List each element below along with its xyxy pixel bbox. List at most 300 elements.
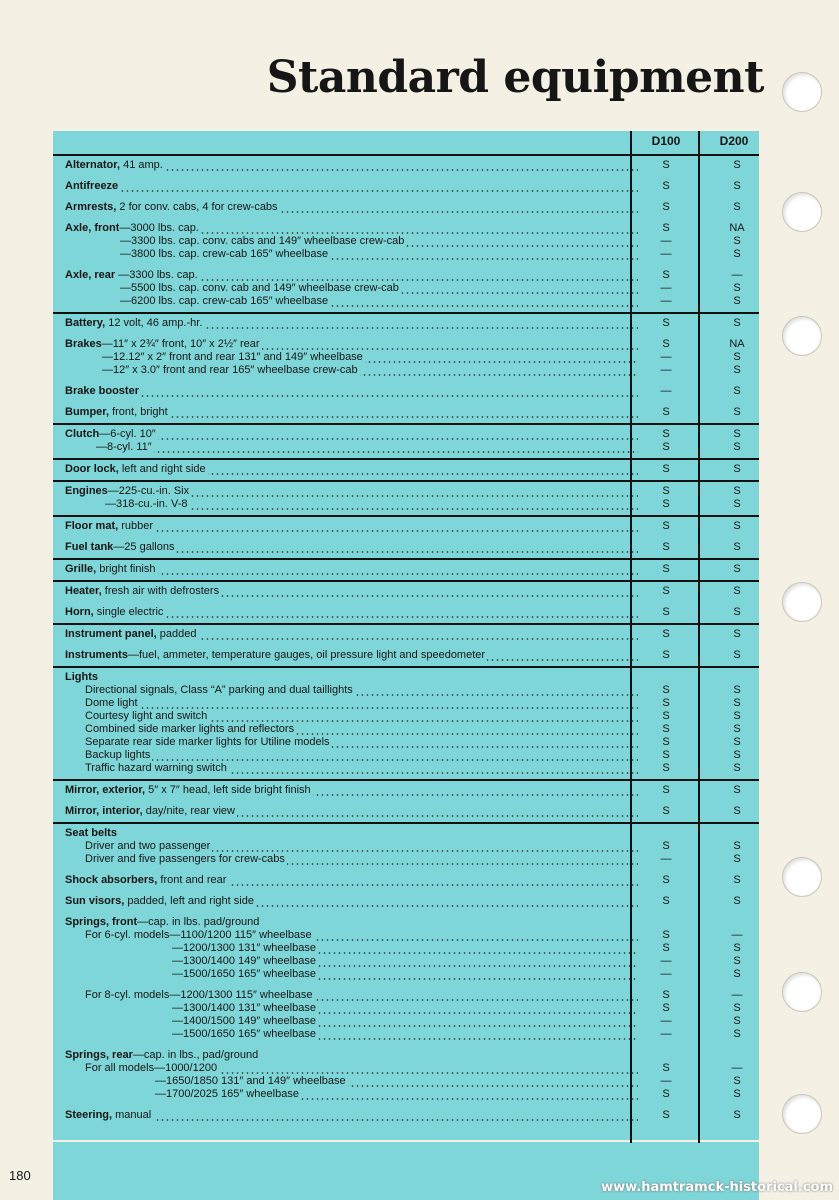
row-label [65, 1049, 638, 1062]
row-label [172, 955, 638, 968]
row-label [65, 159, 638, 172]
row-label [120, 248, 638, 261]
table-row [53, 498, 759, 511]
item-detail: —6-cyl. 10″ [99, 428, 156, 440]
cell-d200: S [733, 385, 741, 397]
cell-d100: S [662, 684, 670, 696]
cell-d100: S [662, 498, 670, 510]
binder-hole [782, 72, 822, 112]
item-detail: padded [156, 628, 197, 640]
cell-d100: — [660, 1015, 672, 1027]
item-detail: For all models—1000/1200 [85, 1062, 218, 1074]
item-name: Battery, [65, 317, 106, 329]
cell-d100: S [662, 428, 670, 440]
row-label [155, 1075, 638, 1088]
item-detail: For 6-cyl. models—1100/1200 115″ wheelbase [85, 929, 312, 941]
item-detail: Backup lights [85, 749, 151, 761]
cell-d200: S [733, 485, 741, 497]
row-label [96, 441, 638, 454]
table-row [53, 364, 759, 377]
row-label [65, 628, 638, 641]
row-label [102, 351, 638, 364]
row-label [85, 684, 638, 697]
item-name: Armrests, [65, 201, 117, 213]
item-detail: Directional signals, Class “A” parking and dual taillights [85, 684, 353, 696]
cell-d100: S [662, 441, 670, 453]
cell-d100: S [662, 989, 670, 1001]
cell-d200: NA [729, 338, 745, 350]
cell-d200: — [731, 269, 743, 281]
table-row [53, 295, 759, 308]
cell-d100: S [662, 749, 670, 761]
row-label [65, 563, 638, 576]
table-row [53, 942, 759, 955]
cell-d200: S [733, 1015, 741, 1027]
cell-d200: S [733, 180, 741, 192]
cell-d200: S [733, 853, 741, 865]
item-detail: —3300 lbs. cap. [115, 269, 198, 281]
item-detail: —fuel, ammeter, temperature gauges, oil pressure light and speedometer [127, 649, 486, 661]
cell-d200: NA [729, 222, 745, 234]
table-row [53, 1002, 759, 1015]
table-row [53, 762, 759, 775]
row-label [172, 1015, 638, 1028]
item-name: Heater, [65, 585, 102, 597]
item-name: Instruments [65, 649, 128, 661]
table-row [53, 1075, 759, 1088]
item-detail: Traffic hazard warning switch [85, 762, 227, 774]
cell-d200: S [733, 406, 741, 418]
item-detail: day/nite, rear view [142, 805, 235, 817]
row-label [65, 874, 638, 887]
cell-d100: S [662, 159, 670, 171]
item-detail: —5500 lbs. cap. conv. cab and 149″ wheelbase crew-cab [120, 282, 399, 294]
row-label [65, 317, 638, 330]
cell-d200: — [731, 989, 743, 1001]
cell-d100: S [662, 585, 670, 597]
item-name: Springs, front [65, 916, 138, 928]
row-label [85, 736, 638, 749]
cell-d100: S [662, 606, 670, 618]
item-detail: —6200 lbs. cap. crew-cab 165″ wheelbase [120, 295, 329, 307]
item-name: Bumper, [65, 406, 110, 418]
item-detail: manual [112, 1109, 152, 1121]
cell-d100: — [660, 853, 672, 865]
cell-d200: S [733, 749, 741, 761]
item-name: Steering, [65, 1109, 113, 1121]
cell-d200: S [733, 498, 741, 510]
row-label [102, 364, 638, 377]
page-title: Standard equipment [266, 52, 764, 103]
cell-d200: S [733, 710, 741, 722]
binder-hole [782, 192, 822, 232]
cell-d200: S [733, 895, 741, 907]
item-name: Mirror, exterior, [65, 784, 146, 796]
table-row [53, 441, 759, 454]
table-row [53, 916, 759, 929]
cell-d200: S [733, 463, 741, 475]
cell-d200: S [733, 606, 741, 618]
row-label [65, 338, 638, 351]
cell-d200: S [733, 317, 741, 329]
table-row [53, 541, 759, 554]
row-label [65, 180, 638, 193]
item-detail: Combined side marker lights and reflectors [85, 723, 295, 735]
item-detail: —8-cyl. 11″ [96, 441, 152, 453]
table-row [53, 671, 759, 684]
cell-d100: S [662, 840, 670, 852]
row-label [85, 710, 638, 723]
cell-d100: S [662, 269, 670, 281]
item-detail: For 8-cyl. models—1200/1300 115″ wheelbase [85, 989, 313, 1001]
cell-d200: S [733, 248, 741, 260]
cell-d100: S [662, 942, 670, 954]
row-label [120, 282, 638, 295]
cell-d100: S [662, 520, 670, 532]
row-label [172, 942, 638, 955]
item-name: Antifreeze [65, 180, 119, 192]
cell-d200: S [733, 697, 741, 709]
item-name: Floor mat, [65, 520, 119, 532]
table-row [53, 697, 759, 710]
cell-d100: — [660, 364, 672, 376]
cell-d100: S [662, 406, 670, 418]
row-label [85, 749, 638, 762]
row-label [85, 723, 638, 736]
equipment-group [53, 580, 759, 623]
item-name: Seat belts [65, 827, 117, 839]
table-row [53, 840, 759, 853]
cell-d100: S [662, 485, 670, 497]
table-row [53, 159, 759, 172]
table-row [53, 520, 759, 533]
item-name: Lights [65, 671, 98, 683]
row-label [120, 295, 638, 308]
cell-d100: S [662, 874, 670, 886]
item-name: Grille, [65, 563, 97, 575]
item-name: Brake booster [65, 385, 139, 397]
equipment-group [53, 154, 759, 312]
binder-hole [782, 972, 822, 1012]
item-name: Engines [65, 485, 108, 497]
cell-d100: S [662, 1002, 670, 1014]
item-detail: padded, left and right side [124, 895, 254, 907]
cell-d100: S [662, 895, 670, 907]
item-detail: —12.12″ x 2″ front and rear 131″ and 149″ wheelbase [102, 351, 363, 363]
row-label [65, 784, 638, 797]
cell-d200: S [733, 364, 741, 376]
binder-hole [782, 582, 822, 622]
table-row [53, 563, 759, 576]
table-row [53, 736, 759, 749]
item-detail: —cap. in lbs. pad/ground [137, 916, 260, 928]
row-label [65, 827, 638, 840]
item-detail: Courtesy light and switch [85, 710, 208, 722]
item-detail: Separate rear side marker lights for Utiline models [85, 736, 330, 748]
table-row [53, 1015, 759, 1028]
cell-d200: S [733, 159, 741, 171]
row-label [85, 840, 638, 853]
page-number: 180 [9, 1168, 31, 1183]
item-detail: —1200/1300 131″ wheelbase [172, 942, 316, 954]
cell-d100: S [662, 317, 670, 329]
cell-d100: S [662, 1088, 670, 1100]
row-label [85, 929, 638, 942]
row-label [120, 235, 638, 248]
cell-d100: S [662, 541, 670, 553]
cell-d100: — [660, 1075, 672, 1087]
equipment-group [53, 822, 759, 1126]
cell-d200: S [733, 1088, 741, 1100]
table-row [53, 222, 759, 235]
table-row [53, 351, 759, 364]
table-row [53, 406, 759, 419]
equipment-rows [53, 154, 759, 1126]
row-label [65, 805, 638, 818]
cell-d200: S [733, 295, 741, 307]
cell-d100: — [660, 385, 672, 397]
row-label [172, 1028, 638, 1041]
cell-d200: S [733, 784, 741, 796]
table-row [53, 1088, 759, 1101]
item-detail: —12″ x 3.0″ front and rear 165″ wheelbase crew-cab [102, 364, 358, 376]
item-detail: 41 amp. [120, 159, 163, 171]
item-detail: —1300/1400 131″ wheelbase [172, 1002, 316, 1014]
table-row [53, 989, 759, 1002]
cell-d200: S [733, 649, 741, 661]
cell-d100: S [662, 736, 670, 748]
cell-d200: — [731, 1062, 743, 1074]
row-label [65, 269, 638, 282]
table-row [53, 1049, 759, 1062]
binder-hole [782, 1094, 822, 1134]
table-row [53, 180, 759, 193]
cell-d100: S [662, 201, 670, 213]
row-label [85, 989, 638, 1002]
item-name: Shock absorbers, [65, 874, 158, 886]
cell-d200: S [733, 942, 741, 954]
item-name: Instrument panel, [65, 628, 157, 640]
table-row [53, 585, 759, 598]
equipment-group [53, 558, 759, 580]
cell-d100: S [662, 180, 670, 192]
row-label [65, 606, 638, 619]
item-detail: —3300 lbs. cap. conv. cabs and 149″ wheelbase crew-cab [120, 235, 405, 247]
table-row [53, 317, 759, 330]
table-row [53, 955, 759, 968]
item-name: Springs, rear [65, 1049, 133, 1061]
cell-d200: S [733, 955, 741, 967]
table-row [53, 1109, 759, 1122]
item-detail: —1300/1400 149″ wheelbase [172, 955, 316, 967]
cell-d200: S [733, 1109, 741, 1121]
binder-hole [782, 857, 822, 897]
cell-d200: S [733, 1028, 741, 1040]
table-row [53, 827, 759, 840]
cell-d200: S [733, 563, 741, 575]
cell-d200: S [733, 968, 741, 980]
item-detail: —3800 lbs. cap. crew-cab 165″ wheelbase [120, 248, 329, 260]
row-label [65, 1109, 638, 1122]
item-detail: —225-cu.-in. Six [107, 485, 190, 497]
row-label [172, 968, 638, 981]
row-label [85, 853, 638, 866]
item-detail: bright finish [96, 563, 156, 575]
row-label [85, 1062, 638, 1075]
table-row [53, 428, 759, 441]
cell-d200: S [733, 840, 741, 852]
cell-d100: S [662, 1062, 670, 1074]
cell-d100: — [660, 351, 672, 363]
table-row [53, 385, 759, 398]
cell-d200: S [733, 1075, 741, 1087]
cell-d200: S [733, 282, 741, 294]
equipment-group [53, 515, 759, 558]
cell-d200: S [733, 441, 741, 453]
item-detail: —3000 lbs. cap. [119, 222, 199, 234]
cell-d200: S [733, 428, 741, 440]
cell-d200: S [733, 201, 741, 213]
row-label [65, 406, 638, 419]
equipment-group [53, 666, 759, 779]
table-row [53, 463, 759, 476]
table-row [53, 201, 759, 214]
cell-d100: S [662, 563, 670, 575]
row-label [65, 222, 638, 235]
column-header-d200: D200 [719, 134, 749, 148]
row-label [65, 463, 638, 476]
cell-d100: S [662, 723, 670, 735]
item-detail: 5″ x 7″ head, left side bright finish [145, 784, 311, 796]
row-label [65, 671, 638, 684]
equipment-group [53, 312, 759, 423]
item-detail: single electric [93, 606, 164, 618]
item-name: Brakes [65, 338, 102, 350]
cell-d200: — [731, 929, 743, 941]
row-label [65, 520, 638, 533]
item-name: Sun visors, [65, 895, 125, 907]
cell-d100: — [660, 248, 672, 260]
cell-d200: S [733, 1002, 741, 1014]
cell-d200: S [733, 351, 741, 363]
table-row [53, 248, 759, 261]
binder-hole [782, 316, 822, 356]
item-detail: Driver and two passenger [85, 840, 211, 852]
table-row [53, 784, 759, 797]
watermark: www.hamtramck-historical.com [601, 1180, 833, 1195]
cell-d100: — [660, 955, 672, 967]
cell-d200: S [733, 520, 741, 532]
item-name: Clutch [65, 428, 100, 440]
cell-d100: S [662, 805, 670, 817]
table-row [53, 710, 759, 723]
cell-d200: S [733, 736, 741, 748]
cell-d100: S [662, 929, 670, 941]
cell-d100: S [662, 762, 670, 774]
cell-d100: — [660, 235, 672, 247]
table-row [53, 649, 759, 662]
table-row [53, 723, 759, 736]
row-label [85, 697, 638, 710]
row-label [85, 762, 638, 775]
table-row [53, 968, 759, 981]
row-label [65, 541, 638, 554]
table-row [53, 485, 759, 498]
table-row [53, 1062, 759, 1075]
item-name: Door lock, [65, 463, 119, 475]
item-name: Axle, rear [65, 269, 116, 281]
item-detail: fresh air with defrosters [101, 585, 220, 597]
cell-d200: S [733, 684, 741, 696]
cell-d100: — [660, 282, 672, 294]
cell-d100: S [662, 338, 670, 350]
item-name: Horn, [65, 606, 94, 618]
item-name: Mirror, interior, [65, 805, 143, 817]
table-row [53, 895, 759, 908]
item-detail: —25 gallons [113, 541, 175, 553]
item-detail: 2 for conv. cabs, 4 for crew-cabs [116, 201, 278, 213]
equipment-group [53, 480, 759, 515]
item-detail: front and rear [157, 874, 227, 886]
cell-d200: S [733, 723, 741, 735]
item-detail: 12 volt, 46 amp.-hr. [105, 317, 203, 329]
table-row [53, 269, 759, 282]
item-detail: —11″ x 2¾″ front, 10″ x 2½″ rear [101, 338, 260, 350]
item-detail: Dome light [85, 697, 138, 709]
table-row [53, 606, 759, 619]
table-row [53, 282, 759, 295]
cell-d100: S [662, 697, 670, 709]
table-row [53, 338, 759, 351]
row-label [65, 201, 638, 214]
row-label [65, 485, 638, 498]
cell-d100: S [662, 463, 670, 475]
item-detail: —1500/1650 165″ wheelbase [172, 968, 316, 980]
table-row [53, 235, 759, 248]
column-header-d100: D100 [651, 134, 681, 148]
item-detail: —1400/1500 149″ wheelbase [172, 1015, 316, 1027]
row-label [155, 1088, 638, 1101]
item-detail: —1650/1850 131″ and 149″ wheelbase [155, 1075, 346, 1087]
row-label [65, 916, 638, 929]
table-row [53, 853, 759, 866]
cell-d200: S [733, 762, 741, 774]
row-label [65, 895, 638, 908]
cell-d100: — [660, 1028, 672, 1040]
cell-d200: S [733, 541, 741, 553]
equipment-group [53, 423, 759, 458]
item-detail: Driver and five passengers for crew-cabs [85, 853, 285, 865]
table-row [53, 929, 759, 942]
equipment-group [53, 458, 759, 480]
item-detail: front, bright [109, 406, 168, 418]
row-label [65, 585, 638, 598]
row-label [172, 1002, 638, 1015]
cell-d100: S [662, 649, 670, 661]
row-label [105, 498, 638, 511]
table-row [53, 805, 759, 818]
equipment-group [53, 779, 759, 822]
table-row [53, 684, 759, 697]
cell-d100: S [662, 1109, 670, 1121]
item-detail: —1500/1650 165″ wheelbase [172, 1028, 316, 1040]
item-name: Fuel tank [65, 541, 114, 553]
equipment-group [53, 623, 759, 666]
row-label [65, 428, 638, 441]
cell-d200: S [733, 235, 741, 247]
item-name: Axle, front [65, 222, 120, 234]
item-name: Alternator, [65, 159, 121, 171]
